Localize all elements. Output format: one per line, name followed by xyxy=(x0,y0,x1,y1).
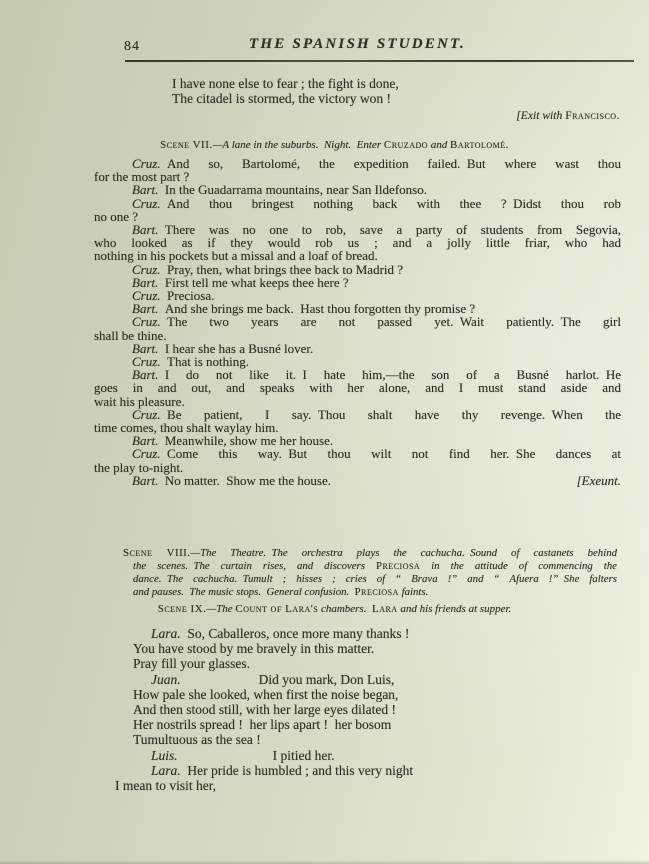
dialogue-line: Cruz. Pray, then, what brings thee back to Madrid ? xyxy=(132,261,404,277)
dialogue-line: Bart. I hear she has a Busné lover. xyxy=(132,340,314,356)
dialogue-line: the play to-night. xyxy=(94,459,184,475)
speaker-label: Bart. xyxy=(132,182,159,198)
italic-text: [Exit with xyxy=(516,109,566,122)
dialogue-line: shall be thine. xyxy=(94,327,167,343)
verse-line: Juan. Did you mark, Don Luis, xyxy=(151,671,395,687)
small-caps-text: Cruzado xyxy=(383,139,429,151)
italic-text: and his friends at supper. xyxy=(397,603,512,615)
speaker-label: Bart. xyxy=(132,433,159,449)
small-caps-text: Scene VIII. xyxy=(123,547,191,559)
speaker-label: Cruz. xyxy=(132,446,161,462)
speaker-label: Cruz. xyxy=(132,406,161,422)
stage-direction-line xyxy=(123,586,617,599)
italic-text: and pauses. The music stops. General confusion. xyxy=(133,586,355,598)
speaker-label: Bart. xyxy=(132,222,159,238)
speaker-label: Cruz. xyxy=(132,261,161,277)
small-caps-text: Preciosa xyxy=(354,586,399,598)
dialogue-line: nothing in his pockets but a missal and a loaf of bread. xyxy=(94,248,378,264)
italic-text: the scenes. The curtain rises, and discovers xyxy=(133,560,376,572)
verse-line: Luis. I pitied her. xyxy=(151,747,335,763)
header-rule xyxy=(125,60,634,62)
dialogue-line: who looked as if they would rob us ; and a jolly little friar, who had xyxy=(94,235,621,251)
dialogue-line: [Exeunt. Bart. No matter. Show me the house. xyxy=(132,472,621,488)
stage-direction-line xyxy=(123,547,617,560)
scene-ix-heading xyxy=(60,603,609,615)
verse-line: I mean to visit her, xyxy=(115,778,217,794)
dialogue-line: wait his pleasure. xyxy=(94,393,185,409)
speaker-label: Cruz. xyxy=(132,314,161,330)
verse-line: Her nostrils spread ! her lips apart ! her bosom xyxy=(133,717,392,733)
verse-line: Tumultuous as the sea ! xyxy=(133,732,261,748)
speaker-label: Cruz. xyxy=(132,156,161,171)
running-title: THE SPANISH STUDENT. xyxy=(249,36,466,52)
stage-direction-line xyxy=(123,560,617,573)
speaker-label: Cruz. xyxy=(132,195,161,211)
dialogue-line: no one ? xyxy=(94,208,139,224)
scene-viii-heading xyxy=(123,547,617,599)
italic-text: —The Theatre. The orchestra plays the cachucha. Sound of castanets behind xyxy=(190,547,617,559)
dialogue-line: Cruz. And thou bringest nothing back with thee ? Didst thou rob xyxy=(132,195,621,211)
dialogue-line: Cruz. Be patient, I say. Thou shalt have thy revenge. When the xyxy=(132,406,621,422)
dialogue-line: Bart. There was no one to rob, save a party of students from Segovia, xyxy=(132,222,621,238)
dialogue-line: Bart. First tell me what keeps thee here ? xyxy=(132,274,349,290)
verse-line: How pale she looked, when first the noise began, xyxy=(133,686,399,702)
speaker-label: Bart. xyxy=(132,472,159,488)
verse-line: I have none else to fear ; the fight is done, xyxy=(172,76,399,91)
verse-line: Lara. So, Caballeros, once more many thanks ! xyxy=(151,626,410,641)
speaker-label: Luis. xyxy=(151,747,178,763)
stage-direction: [Exeunt. xyxy=(576,472,621,488)
verse-block-top xyxy=(172,76,399,106)
speaker-label: Cruz. xyxy=(132,288,161,304)
small-caps-text: Francisco. xyxy=(565,109,620,122)
speaker-label: Lara. xyxy=(151,626,181,641)
dialogue-line: Bart. In the Guadarrama mountains, near San Ildefonso. xyxy=(132,182,427,198)
dialogue-block xyxy=(94,157,621,487)
italic-text: —A lane in the suburbs. Night. Enter xyxy=(212,139,384,151)
italic-text: —The xyxy=(206,603,236,615)
verse-line: The citadel is stormed, the victory won ! xyxy=(172,91,391,106)
small-caps-text: Scene IX. xyxy=(157,603,207,615)
speaker-label: Cruz. xyxy=(132,354,161,370)
speaker-label: Bart. xyxy=(132,340,159,356)
small-caps-text: Count of Lara's xyxy=(235,603,319,615)
dialogue-line: Cruz. Preciosa. xyxy=(132,288,215,304)
dialogue-line: for the most part ? xyxy=(94,169,190,185)
dialogue-line: Bart. Meanwhile, show me her house. xyxy=(132,433,334,449)
speaker-label: Juan. xyxy=(151,671,181,687)
dialogue-line: Cruz. And so, Bartolomé, the expedition failed. But where wast thou xyxy=(132,156,621,171)
dialogue-line: Cruz. That is nothing. xyxy=(132,354,250,370)
speaker-label: Bart. xyxy=(132,274,159,290)
verse-line: Pray fill your glasses. xyxy=(133,656,250,672)
speaker-label: Lara. xyxy=(151,762,181,778)
small-caps-text: Bartolomé. xyxy=(450,139,509,151)
verse-line: Lara. Her pride is humbled ; and this very night xyxy=(151,762,414,778)
verse-block-supper xyxy=(115,626,623,794)
dialogue-line: Bart. And she brings me back. Hast thou forgotten thy promise ? xyxy=(132,301,476,317)
speaker-label: Bart. xyxy=(132,301,159,317)
verse-line: You have stood by me bravely in this matter. xyxy=(133,641,375,657)
page-number: 84 xyxy=(124,39,140,54)
italic-text: in the attitude of commencing the xyxy=(420,560,617,572)
italic-text: chambers. xyxy=(318,603,372,615)
dialogue-line: Cruz. The two years are not passed yet. Wait patiently. The girl xyxy=(132,314,621,330)
small-caps-text: Lara xyxy=(371,603,398,615)
dialogue-line: Bart. I do not like it. I hate him,—the son of a Busné harlot. He xyxy=(132,367,621,383)
speaker-label: Bart. xyxy=(132,367,159,383)
small-caps-text: Preciosa xyxy=(375,560,421,572)
small-caps-text: Scene VII. xyxy=(160,139,213,151)
dialogue-line: Cruz. Come this way. But thou wilt not find her. She dances at xyxy=(132,446,621,462)
dialogue-line: time comes, thou shalt waylay him. xyxy=(94,420,279,436)
italic-text: dance. The cachucha. Tumult ; hisses ; cries of “ Brava !” and “ Afuera !” She falters xyxy=(133,573,617,585)
stage-direction-line xyxy=(123,573,617,586)
dialogue-line: goes in and out, and speaks with her alone, and I must stand aside and xyxy=(94,380,621,396)
stage-exit-direction xyxy=(516,109,620,122)
italic-text: faints. xyxy=(398,586,429,598)
italic-text: and xyxy=(428,139,451,151)
verse-line: And then stood still, with her large eyes dilated ! xyxy=(133,702,396,718)
scene-vii-heading xyxy=(60,139,609,151)
